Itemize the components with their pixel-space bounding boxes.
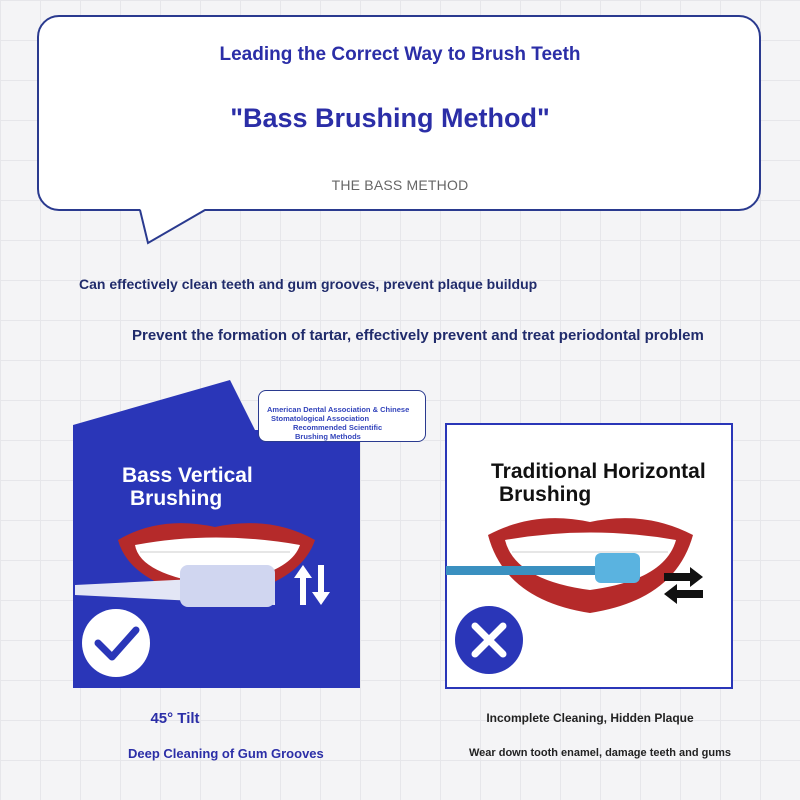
bass-panel-title [122,464,253,510]
traditional-title-line-2: Brushing [499,483,592,506]
benefit-line-1: Can effectively clean teeth and gum grooves, prevent plaque buildup [79,276,538,292]
traditional-panel-title [491,460,706,506]
traditional-title-line-1: Traditional Horizontal [491,460,706,483]
bass-caption-deep-cleaning: Deep Cleaning of Gum Grooves [128,746,324,761]
checkmark-icon-circle [82,609,150,677]
endorsement-line-2: Stomatological Association [271,414,370,423]
endorsement-bubble [258,390,426,442]
bass-title-line-2: Brushing [130,487,223,510]
bass-title-line-1: Bass Vertical [122,464,253,487]
traditional-caption-damage: Wear down tooth enamel, damage teeth and gums [468,747,731,759]
header-tagline: THE BASS METHOD [331,177,469,193]
bass-caption-tilt: 45° Tilt [150,710,200,727]
endorsement-line-4: Brushing Methods [295,432,361,441]
endorsement-line-1: American Dental Association & Chinese [267,405,410,414]
header-subtitle: Leading the Correct Way to Brush Teeth [219,44,581,65]
endorsement-line-3: Recommended Scientific [293,423,383,432]
benefit-line-2: Prevent the formation of tartar, effectively prevent and treat periodontal problem [132,327,704,344]
header-title: "Bass Brushing Method" [230,103,550,133]
traditional-caption-incomplete: Incomplete Cleaning, Hidden Plaque [486,711,694,725]
